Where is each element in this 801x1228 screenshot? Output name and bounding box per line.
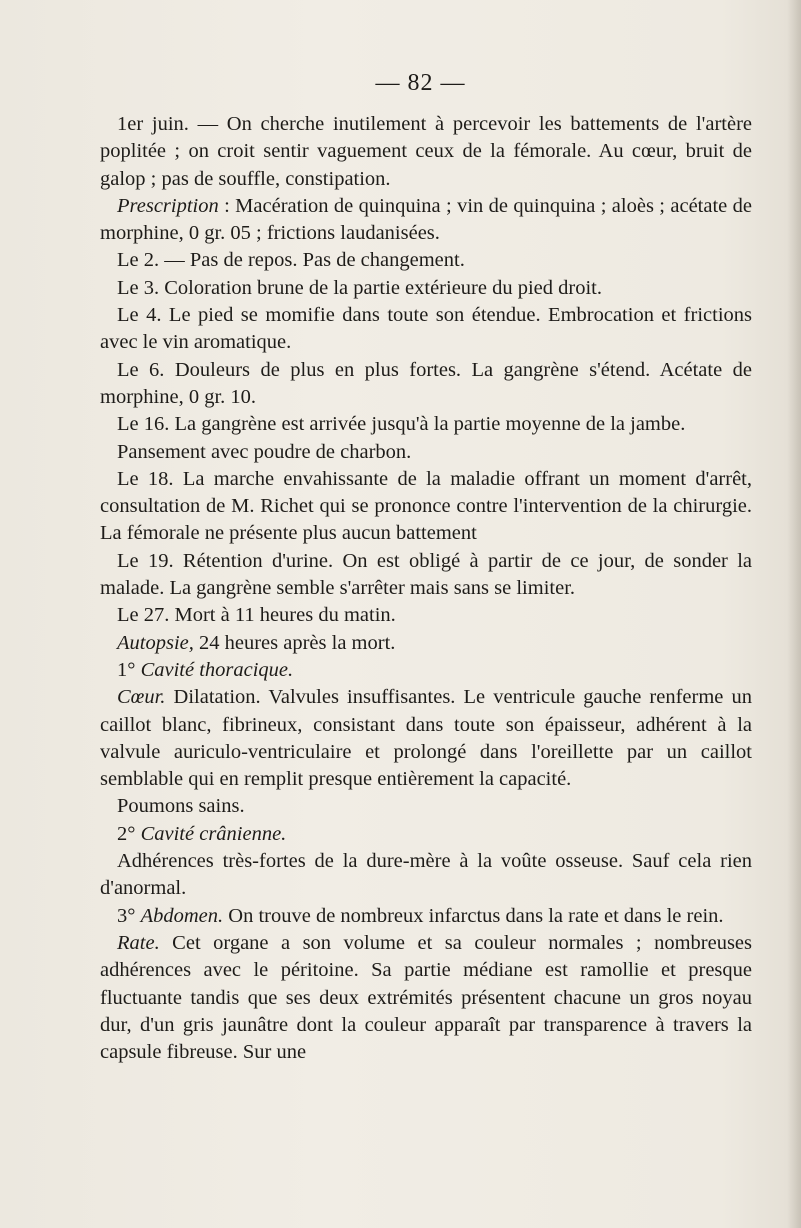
paragraph-prescription: Prescription : Macération de quinquina ; vin de quinquina ; aloès ; acétate de morphine, 0 gr. 05 ; frictions laudanisées.	[100, 194, 752, 245]
body-text	[100, 111, 752, 1066]
paragraph-le-3: Le 3. Coloration brune de la partie extérieure du pied droit.	[117, 276, 602, 299]
heading-cavite-thoracique: 1° Cavité thoracique.	[117, 658, 294, 681]
paragraph-adherences: Adhérences très-fortes de la dure-mère à la voûte osseuse. Sauf cela rien d'anormal.	[100, 850, 752, 900]
paragraph-le-4: Le 4. Le pied se momifie dans toute son étendue. Embrocation et frictions avec le vin aromatique.	[100, 304, 752, 354]
paragraph-le-19: Le 19. Rétention d'urine. On est obligé à partir de ce jour, de sonder la malade. La gangrène semble s'arrêter mais sans se limiter.	[100, 549, 752, 600]
paragraph-coeur: Cœur. Dilatation. Valvules insuffisantes. Le ventricule gauche renferme un caillot blanc, fibrineux, consistant dans toute son épaisseur, adhérent à la valvule auriculo-ventriculaire et prolongé dans l'oreillette par un caillot semblable qui en remplit presque entièrement la capacité.	[100, 686, 752, 791]
paragraph-rate: Rate. Cet organe a son volume et sa couleur normales ; nombreuses adhérences avec le péritoine. Sa partie médiane est ramollie et presque fluctuante tandis que ses deux extrémités présentent chacune un gros noyau dur, d'un gris jaunâtre dont la couleur apparaît par transparence à travers la capsule fibreuse. Sur une	[100, 931, 752, 1064]
paragraph-le-2: Le 2. — Pas de repos. Pas de changement.	[117, 249, 465, 272]
heading-cavite-cranienne: 2° Cavité crânienne.	[117, 822, 287, 845]
paragraph-poumons: Poumons sains.	[117, 795, 245, 818]
page-header	[0, 70, 801, 97]
paragraph-le-16: Le 16. La gangrène est arrivée jusqu'à la partie moyenne de la jambe.	[117, 413, 686, 436]
paragraph-le-18: Le 18. La marche envahissante de la maladie offrant un moment d'arrêt, consultation de M. Richet qui se prononce contre l'intervention de la chirurgie. La fémorale ne présente plus aucun battement	[100, 467, 752, 545]
paragraph-pansement: Pansement avec poudre de charbon.	[117, 440, 412, 463]
paragraph-1: 1er juin. — On cherche inutilement à percevoir les battements de l'artère poplitée ; on croit sentir vaguement ceux de la fémorale. Au cœur, bruit de galop ; pas de souffle, constipation.	[100, 113, 752, 190]
paragraph-autopsie: Autopsie, 24 heures après la mort.	[117, 631, 396, 654]
paragraph-le-27: Le 27. Mort à 11 heures du matin.	[117, 604, 396, 627]
page-number: — 82 —	[375, 70, 466, 96]
paragraph-le-6: Le 6. Douleurs de plus en plus fortes. La gangrène s'étend. Acétate de morphine, 0 gr. 10.	[100, 358, 752, 408]
paragraph-abdomen: 3° Abdomen. On trouve de nombreux infarctus dans la rate et dans le rein.	[117, 904, 724, 927]
page-edge-shadow	[787, 0, 801, 1228]
